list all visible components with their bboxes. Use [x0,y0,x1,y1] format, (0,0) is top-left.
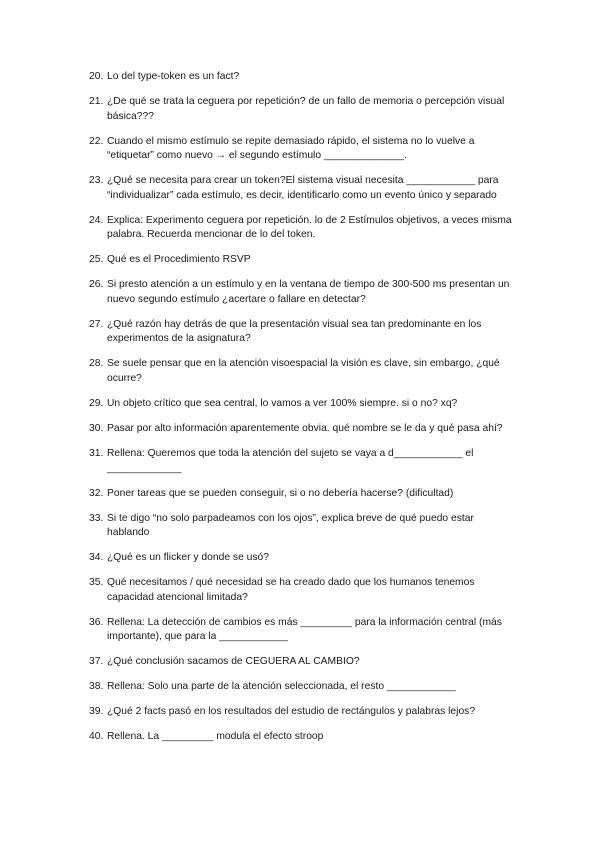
question-text: ¿De qué se trata la ceguera por repetición? de un fallo de memoria o percepción visual básica??? [107,95,505,122]
question-item [89,397,519,412]
question-text: ¿Qué 2 facts pasó en los resultados del estudio de rectángulos y palabras lejos? [107,706,476,718]
question-number: 33. [89,512,104,524]
question-item [89,357,519,386]
question-number: 24. [89,214,104,226]
question-item [89,576,519,605]
question-text: Explica: Experimento ceguera por repetición. lo de 2 Estímulos objetivos, a veces misma palabra. Recuerda mencionar de lo del token. [107,214,512,241]
question-text: Se suele pensar que en la atención visoespacial la visión es clave, sin embargo, ¿qué ocurre? [107,358,500,385]
question-number: 38. [89,681,104,693]
question-text: Cuando el mismo estímulo se repite demasiado rápido, el sistema no lo vuelve a “etiquetar” como nuevo → el segundo estímulo ______________. [107,135,475,162]
question-number: 23. [89,175,104,187]
question-item [89,680,519,695]
question-item [89,253,519,268]
question-number: 31. [89,447,104,459]
question-item [89,616,519,645]
question-number: 21. [89,95,104,107]
question-text: Qué es el Procedimiento RSVP [107,254,251,266]
question-item [89,512,519,541]
question-number: 36. [89,616,104,628]
question-number: 39. [89,706,104,718]
question-number: 37. [89,656,104,668]
question-text: Qué necesitamos / qué necesidad se ha creado dado que los humanos tenemos capacidad atencional limitada? [107,577,475,603]
question-text: Rellena: Queremos que toda la atención del sujeto se vaya a d____________ el _____________ [107,447,474,474]
question-number: 25. [89,254,104,266]
question-text: Poner tareas que se pueden conseguir, si o no debería hacerse? (dificultad) [107,487,454,499]
question-item [89,730,519,745]
question-text: ¿Qué razón hay detrás de que la presentación visual sea tan predominante en los experimentos de la asignatura? [107,318,482,345]
question-number: 40. [89,731,104,743]
question-text: ¿Qué se necesita para crear un token?El sistema visual necesita ____________ para “individualizar” cada estímulo, es decir, identificarlo como un evento único y separado [107,175,499,201]
question-text: Rellena: Solo una parte de la atención seleccionada, el resto ____________ [107,681,456,693]
question-number: 27. [89,318,104,330]
question-number: 32. [89,487,104,499]
question-item [89,551,519,566]
question-number: 30. [89,423,104,434]
question-number: 28. [89,358,104,370]
question-number: 35. [89,577,104,589]
question-item [89,174,519,203]
question-item [89,705,519,720]
question-text: Rellena. La _________ modula el efecto stroop [107,731,324,743]
question-item [89,70,519,85]
question-item [89,135,519,164]
question-item [89,655,519,670]
question-item [89,95,519,124]
question-text: Lo del type-token es un fact? [107,71,240,82]
question-text: Rellena: La detección de cambios es más _________ para la información central (más importante), que para la ____________ [107,616,502,643]
question-item [89,447,519,476]
question-number: 20. [89,71,104,82]
question-item [89,422,519,437]
question-text: Si te digo “no solo parpadeamos con los ojos”, explica breve de qué puedo estar hablando [107,512,474,539]
question-item [89,278,519,307]
question-number: 26. [89,279,104,291]
question-number: 29. [89,398,104,410]
question-text: Un objeto crítico que sea central, lo vamos a ver 100% siempre. si o no? xq? [107,398,458,410]
question-text: Pasar por alto información aparentemente obvia. qué nombre se le da y qué pasa ahí? [107,423,503,434]
question-item [89,487,519,502]
question-number: 22. [89,135,104,147]
question-list [89,70,519,755]
question-text: ¿Qué conclusión sacamos de CEGUERA AL CAMBIO? [107,656,360,668]
question-item [89,214,519,243]
question-text: ¿Qué es un flicker y donde se usó? [107,552,269,564]
question-number: 34. [89,552,104,564]
question-item [89,318,519,347]
question-text: Si presto atención a un estímulo y en la ventana de tiempo de 300-500 ms presentan un nuevo segundo estímulo ¿acertare o fallare en detectar? [107,279,510,305]
